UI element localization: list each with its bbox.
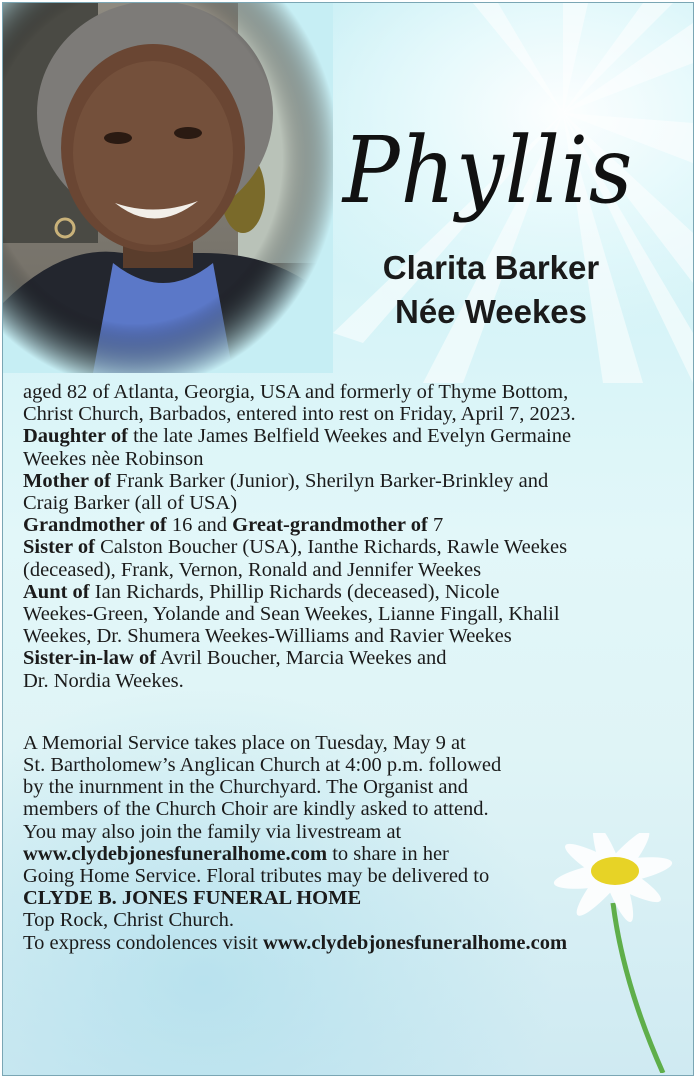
relation-text: Calston Boucher (USA), Ianthe Richards, Rawle Weekes xyxy=(94,536,568,559)
livestream-link[interactable]: www.clydebjonesfuneralhome.com xyxy=(23,842,328,865)
relation-text: Weekes, Dr. Shumera Weekes-Williams and Ravier Weekes xyxy=(23,625,512,648)
service-line: members of the Church Choir are kindly asked to attend. xyxy=(23,798,489,821)
service-line: Going Home Service. Floral tributes may be delivered to xyxy=(23,865,490,888)
relation-label: Sister of xyxy=(23,536,95,559)
service-line: A Memorial Service takes place on Tuesday, May 9 at xyxy=(23,731,466,754)
obituary-card xyxy=(2,2,694,1076)
relation-text: (deceased), Frank, Vernon, Ronald and Jennifer Weekes xyxy=(23,558,482,581)
relation-text: Craig Barker (all of USA) xyxy=(23,492,238,515)
sister-of-line xyxy=(23,536,683,558)
relation-text: Weekes-Green, Yolande and Sean Weekes, Lianne Fingall, Khalil xyxy=(23,603,560,626)
funeral-home-name xyxy=(23,887,683,909)
service-line: You may also join the family via livestream at xyxy=(23,820,402,843)
service-text: to share in her xyxy=(327,842,449,865)
intro-line: aged 82 of Atlanta, Georgia, USA and formerly of Thyme Bottom, xyxy=(23,381,569,403)
aunt-of-line xyxy=(23,581,683,603)
relation-text: Frank Barker (Junior), Sherilyn Barker-Brinkley and xyxy=(110,469,549,492)
livestream-line xyxy=(23,843,683,865)
relation-text: 16 and xyxy=(166,514,233,537)
relation-text: Dr. Nordia Weekes. xyxy=(23,669,184,692)
condolences-link[interactable]: www.clydebjonesfuneralhome.com xyxy=(262,931,568,954)
mother-of-line xyxy=(23,470,683,492)
service-line: by the inurnment in the Churchyard. The Organist and xyxy=(23,776,469,799)
relation-text: the late James Belfield Weekes and Evelyn Germaine xyxy=(127,425,572,448)
condolences-text: To express condolences visit xyxy=(23,931,263,954)
relation-label: Mother of xyxy=(23,469,111,492)
relation-label: Grandmother of xyxy=(23,514,167,537)
maiden-name: Née Weekes xyxy=(394,293,588,330)
relation-text: Weekes nèe Robinson xyxy=(23,447,204,470)
funeral-home-address: Top Rock, Christ Church. xyxy=(23,909,234,932)
first-name: Phyllis xyxy=(342,117,634,224)
relation-label: Sister-in-law of xyxy=(23,647,157,670)
relation-label: Daughter of xyxy=(23,425,128,448)
condolences-line xyxy=(23,932,683,954)
daughter-of-line xyxy=(23,425,683,447)
relation-text: Ian Richards, Phillip Richards (deceased), Nicole xyxy=(89,580,500,603)
obituary-text xyxy=(23,381,683,954)
sister-in-law-line xyxy=(23,647,683,669)
relation-label: Great-grandmother of xyxy=(232,514,428,537)
grandmother-of-line xyxy=(23,514,683,536)
full-name: Clarita Barker xyxy=(382,249,600,286)
service-line: St. Bartholomew’s Anglican Church at 4:00 p.m. followed xyxy=(23,754,502,777)
relation-text: Avril Boucher, Marcia Weekes and xyxy=(156,647,447,670)
relation-text: 7 xyxy=(427,514,444,537)
intro-line: Christ Church, Barbados, entered into rest on Friday, April 7, 2023. xyxy=(23,403,576,426)
portrait-photo xyxy=(3,3,333,373)
funeral-home-label: CLYDE B. JONES FUNERAL HOME xyxy=(23,887,362,910)
relation-label: Aunt of xyxy=(23,580,90,603)
